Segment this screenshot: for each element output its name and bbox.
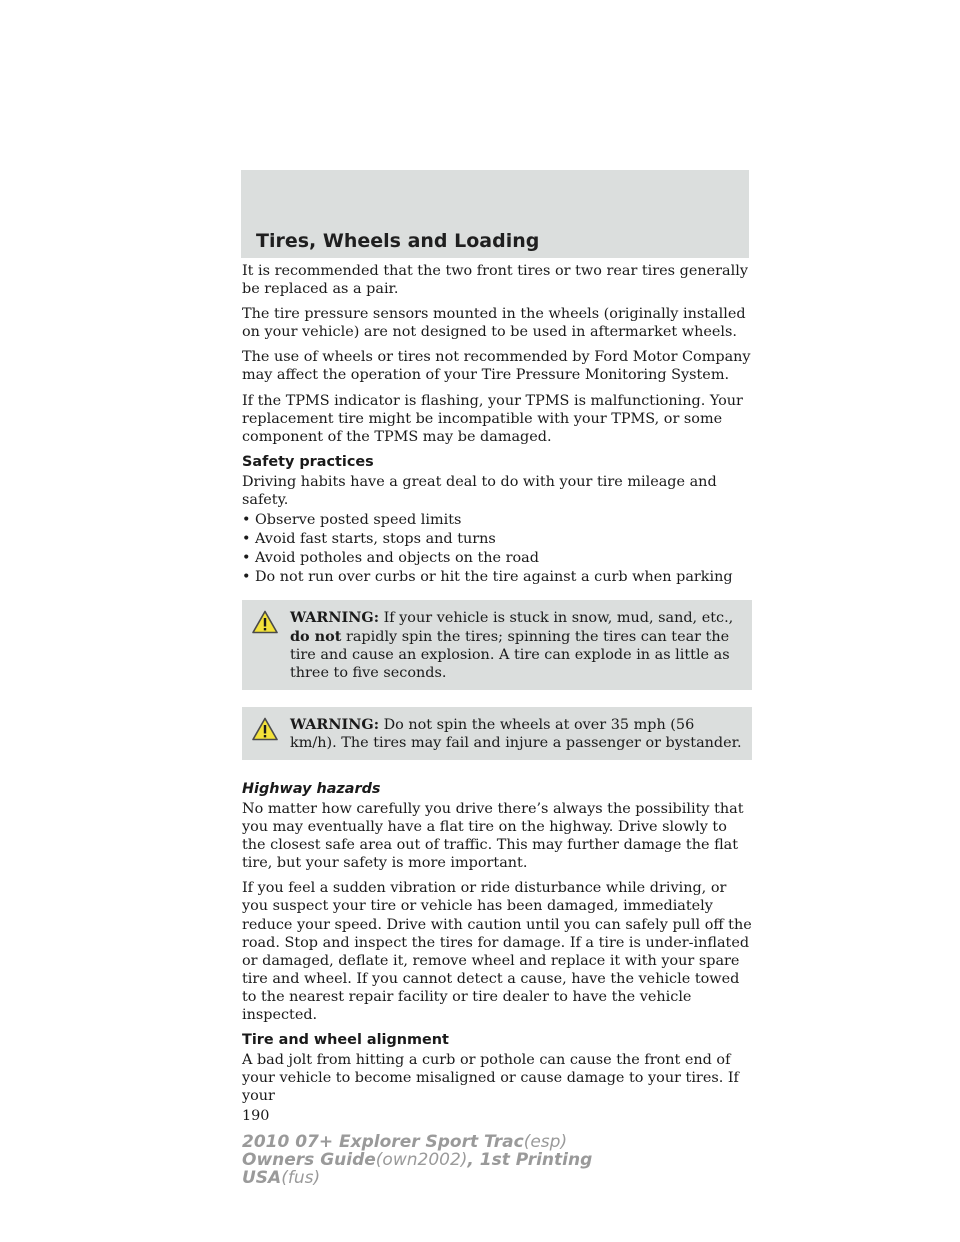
- paragraph: No matter how carefully you drive there’s always the possibility that you may eventually have a flat tire on the highway. Drive slowly to the closest safe area out of traffic. This may further damage the flat tire, but your safety is more important.: [242, 800, 744, 872]
- warning-text-b: rapidly spin the tires; spinning the tires can tear the tire and cause an explosion. A tire can explode in as little as three to five seconds.: [290, 628, 730, 681]
- section-title: Tires, Wheels and Loading: [256, 230, 540, 252]
- footer-market: USA: [242, 1168, 282, 1188]
- bullet-glyph: •: [242, 569, 251, 586]
- heading-safety-practices: Safety practices: [242, 453, 374, 470]
- list-item-text: Avoid fast starts, stops and turns: [255, 531, 496, 548]
- footer-code: (fus): [281, 1168, 321, 1188]
- footer-guide: Owners Guide: [242, 1150, 376, 1170]
- warning-text-a: If your vehicle is stuck in snow, mud, sand, etc.,: [383, 610, 734, 627]
- warning-text: [248, 609, 744, 681]
- warning-triangle-icon: [252, 610, 278, 634]
- bullet-glyph: •: [242, 512, 251, 529]
- paragraph: Driving habits have a great deal to do with your tire mileage and safety.: [242, 473, 717, 508]
- heading-tire-wheel-alignment: Tire and wheel alignment: [242, 1032, 449, 1049]
- footer-code: (own2002): [375, 1150, 468, 1170]
- warning-emphasis: do not: [290, 627, 342, 645]
- list-item: [242, 511, 752, 529]
- bullet-glyph: •: [242, 531, 251, 548]
- paragraph: The use of wheels or tires not recommended by Ford Motor Company may affect the operation of your Tire Pressure Monitoring System.: [242, 349, 751, 384]
- footer-model: 2010 07+ Explorer Sport Trac: [242, 1132, 524, 1152]
- warning-label: WARNING:: [290, 715, 380, 733]
- heading-highway-hazards: Highway hazards: [242, 780, 381, 797]
- paragraph: The tire pressure sensors mounted in the wheels (originally installed on your vehicle) are not designed to be used in aftermarket wheels.: [242, 306, 746, 341]
- footer-line: [242, 1151, 592, 1169]
- list-item: [242, 549, 752, 567]
- footer-line: [242, 1133, 592, 1151]
- paragraph: It is recommended that the two front tires or two rear tires generally be replaced as a pair.: [242, 263, 748, 298]
- page-number: 190: [242, 1108, 270, 1125]
- warning-triangle-icon: [252, 717, 278, 741]
- list-item-text: Observe posted speed limits: [255, 512, 462, 529]
- page-content: [242, 262, 752, 1125]
- warning-box-spin-stuck: [242, 600, 752, 689]
- list-item: [242, 530, 752, 548]
- warning-text-body: Do not spin the wheels at over 35 mph (56 km/h). The tires may fail and injure a passenger or bystander.: [290, 716, 742, 751]
- warning-text: [248, 716, 744, 752]
- warning-box-spin-speed: [242, 707, 752, 760]
- footer-printing: , 1st Printing: [467, 1150, 593, 1170]
- footer-line: [242, 1169, 592, 1187]
- bullet-glyph: •: [242, 550, 251, 567]
- section-header-band: [241, 170, 749, 258]
- print-footer: [242, 1133, 592, 1187]
- warning-label: WARNING:: [290, 609, 380, 627]
- paragraph: A bad jolt from hitting a curb or pothole can cause the front end of your vehicle to become misaligned or cause damage to your tires. If your: [242, 1052, 739, 1105]
- list-item-text: Do not run over curbs or hit the tire against a curb when parking: [255, 569, 733, 586]
- paragraph: If the TPMS indicator is flashing, your TPMS is malfunctioning. Your replacement tire might be incompatible with your TPMS, or some component of the TPMS may be damaged.: [242, 392, 743, 445]
- bullet-list: [242, 511, 752, 586]
- footer-code: (esp): [523, 1132, 568, 1152]
- list-item: [242, 568, 752, 586]
- list-item-text: Avoid potholes and objects on the road: [255, 550, 539, 567]
- paragraph: If you feel a sudden vibration or ride disturbance while driving, or you suspect your tire or vehicle has been damaged, immediately reduce your speed. Drive with caution until you can safely pull off the road. Stop and inspect the tires for damage. If a tire is under-inflated or damaged, deflate it, remove wheel and replace it with your spare tire and wheel. If you cannot detect a cause, have the vehicle towed to the nearest repair facility or tire dealer to have the vehicle inspected.: [242, 880, 752, 1023]
